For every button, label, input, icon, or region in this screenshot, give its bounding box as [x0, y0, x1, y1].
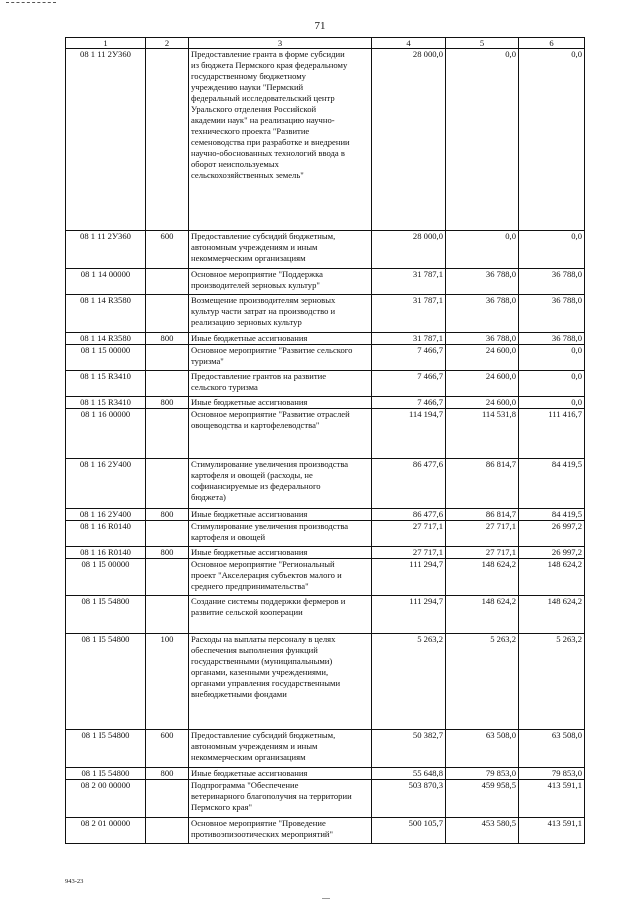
- cell-description: Иные бюджетные ассигнования: [189, 333, 372, 345]
- cell-amount-col5: 27 717,1: [446, 521, 519, 547]
- cell-amount-col5: 0,0: [446, 231, 519, 269]
- cell-amount-col5: 24 600,0: [446, 397, 519, 409]
- cell-amount-col5: 453 580,5: [446, 818, 519, 844]
- cell-code: 08 2 00 00000: [66, 780, 146, 818]
- cell-code: 08 1 14 R3580: [66, 295, 146, 333]
- cell-amount-col6: 0,0: [519, 371, 585, 397]
- table-row: [66, 231, 585, 269]
- cell-amount-col5: 36 788,0: [446, 269, 519, 295]
- cell-amount-col5: 148 624,2: [446, 559, 519, 596]
- cell-code: 08 1 16 R0140: [66, 547, 146, 559]
- table-body: [66, 49, 585, 844]
- cell-expense-type: 800: [146, 509, 189, 521]
- cell-code: 08 1 16 2У400: [66, 459, 146, 509]
- cell-expense-type: [146, 459, 189, 509]
- cell-expense-type: 800: [146, 333, 189, 345]
- cell-amount-col5: 24 600,0: [446, 345, 519, 371]
- cell-amount-col5: 86 814,7: [446, 509, 519, 521]
- cell-description: Расходы на выплаты персоналу в целях обеспечения выполнения функций государственными (муниципальными) органами, казенными учреждениями, органами управления государственными внебюджетными фондами: [189, 634, 372, 730]
- cell-expense-type: [146, 295, 189, 333]
- cell-expense-type: [146, 818, 189, 844]
- top-edge-rule: [6, 2, 56, 3]
- cell-code: 08 1 I5 54800: [66, 730, 146, 768]
- budget-table: [65, 37, 585, 844]
- cell-amount-col6: 413 591,1: [519, 818, 585, 844]
- cell-amount-col4: 7 466,7: [372, 345, 446, 371]
- cell-code: 08 1 15 R3410: [66, 371, 146, 397]
- cell-expense-type: 800: [146, 547, 189, 559]
- cell-expense-type: 800: [146, 768, 189, 780]
- cell-amount-col4: 31 787,1: [372, 295, 446, 333]
- cell-description: Иные бюджетные ассигнования: [189, 397, 372, 409]
- cell-code: 08 1 11 2У360: [66, 231, 146, 269]
- cell-amount-col6: 413 591,1: [519, 780, 585, 818]
- cell-amount-col4: 55 648,8: [372, 768, 446, 780]
- table-row: [66, 768, 585, 780]
- cell-amount-col5: 63 508,0: [446, 730, 519, 768]
- cell-code: 08 1 I5 00000: [66, 559, 146, 596]
- cell-amount-col6: 36 788,0: [519, 269, 585, 295]
- cell-description: Основное мероприятие "Развитие отраслей овощеводства и картофелеводства": [189, 409, 372, 459]
- cell-description: Основное мероприятие "Поддержка производителей зерновых культур": [189, 269, 372, 295]
- cell-amount-col5: 36 788,0: [446, 295, 519, 333]
- cell-amount-col6: 79 853,0: [519, 768, 585, 780]
- cell-amount-col4: 7 466,7: [372, 397, 446, 409]
- cell-code: 08 1 I5 54800: [66, 634, 146, 730]
- cell-description: Иные бюджетные ассигнования: [189, 768, 372, 780]
- cell-amount-col6: 26 997,2: [519, 521, 585, 547]
- cell-amount-col4: 86 477,6: [372, 459, 446, 509]
- cell-amount-col4: 7 466,7: [372, 371, 446, 397]
- cell-code: 08 1 14 00000: [66, 269, 146, 295]
- cell-amount-col4: 5 263,2: [372, 634, 446, 730]
- cell-amount-col5: 36 788,0: [446, 333, 519, 345]
- table-row: [66, 409, 585, 459]
- cell-amount-col6: 36 788,0: [519, 333, 585, 345]
- cell-amount-col6: 36 788,0: [519, 295, 585, 333]
- table-row: [66, 269, 585, 295]
- cell-expense-type: 600: [146, 231, 189, 269]
- cell-description: Возмещение производителям зерновых культур части затрат на производство и реализацию зерновых культур: [189, 295, 372, 333]
- cell-expense-type: 600: [146, 730, 189, 768]
- cell-description: Создание системы поддержки фермеров и развитие сельской кооперации: [189, 596, 372, 634]
- page-number: 71: [314, 20, 326, 32]
- cell-amount-col6: 5 263,2: [519, 634, 585, 730]
- cell-code: 08 1 11 2У360: [66, 49, 146, 231]
- cell-expense-type: [146, 49, 189, 231]
- table-row: [66, 596, 585, 634]
- cell-code: 08 1 16 2У400: [66, 509, 146, 521]
- cell-description: Основное мероприятие "Региональный проект "Акселерация субъектов малого и среднего предпринимательства": [189, 559, 372, 596]
- cell-amount-col6: 26 997,2: [519, 547, 585, 559]
- cell-expense-type: [146, 596, 189, 634]
- cell-code: 08 1 16 R0140: [66, 521, 146, 547]
- cell-description: Стимулирование увеличения производства картофеля и овощей (расходы, не софинансируемые из федерального бюджета): [189, 459, 372, 509]
- cell-amount-col5: 459 958,5: [446, 780, 519, 818]
- cell-expense-type: [146, 345, 189, 371]
- cell-amount-col5: 86 814,7: [446, 459, 519, 509]
- table-row: [66, 345, 585, 371]
- cell-expense-type: [146, 409, 189, 459]
- cell-amount-col5: 27 717,1: [446, 547, 519, 559]
- cell-description: Основное мероприятие "Развитие сельского туризма": [189, 345, 372, 371]
- cell-amount-col5: 114 531,8: [446, 409, 519, 459]
- cell-description: Предоставление субсидий бюджетным, автономным учреждениям и иным некоммерческим организациям: [189, 730, 372, 768]
- cell-expense-type: [146, 780, 189, 818]
- table-row: [66, 730, 585, 768]
- cell-amount-col6: 0,0: [519, 231, 585, 269]
- cell-amount-col4: 31 787,1: [372, 269, 446, 295]
- cell-expense-type: 100: [146, 634, 189, 730]
- cell-expense-type: [146, 269, 189, 295]
- cell-amount-col6: 0,0: [519, 397, 585, 409]
- col-header-4: 4: [372, 38, 446, 49]
- cell-description: Предоставление субсидий бюджетным, автономным учреждениям и иным некоммерческим организациям: [189, 231, 372, 269]
- cell-amount-col6: 84 419,5: [519, 509, 585, 521]
- cell-amount-col4: 86 477,6: [372, 509, 446, 521]
- table-row: [66, 634, 585, 730]
- cell-amount-col6: 111 416,7: [519, 409, 585, 459]
- table-row: [66, 333, 585, 345]
- col-header-1: 1: [66, 38, 146, 49]
- cell-amount-col6: 63 508,0: [519, 730, 585, 768]
- footer-code: 943-23: [65, 878, 84, 885]
- cell-amount-col4: 114 194,7: [372, 409, 446, 459]
- cell-amount-col4: 28 000,0: [372, 49, 446, 231]
- table-row: [66, 521, 585, 547]
- cell-code: 08 1 I5 54800: [66, 768, 146, 780]
- cell-amount-col4: 27 717,1: [372, 547, 446, 559]
- col-header-2: 2: [146, 38, 189, 49]
- table-row: [66, 780, 585, 818]
- cell-description: Стимулирование увеличения производства картофеля и овощей: [189, 521, 372, 547]
- cell-amount-col6: 0,0: [519, 49, 585, 231]
- cell-expense-type: [146, 521, 189, 547]
- table-row: [66, 818, 585, 844]
- cell-amount-col5: 24 600,0: [446, 371, 519, 397]
- cell-code: 08 1 15 00000: [66, 345, 146, 371]
- table-header-row: [66, 38, 585, 49]
- table-row: [66, 295, 585, 333]
- cell-amount-col5: 79 853,0: [446, 768, 519, 780]
- cell-description: Подпрограмма "Обеспечение ветеринарного благополучия на территории Пермского края": [189, 780, 372, 818]
- cell-expense-type: [146, 559, 189, 596]
- cell-description: Предоставление гранта в форме субсидии из бюджета Пермского края федеральному государственному бюджетному учреждению науки "Пермский федеральный исследовательский центр Уральского отделения Российской академии наук" на реализацию научно- технического проекта "Развитие семеноводства при разработке и внедрении научно-обоснованных технологий ввода в оборот неиспользуемых сельскохозяйственных земель": [189, 49, 372, 231]
- table-row: [66, 509, 585, 521]
- cell-amount-col5: 0,0: [446, 49, 519, 231]
- cell-amount-col4: 31 787,1: [372, 333, 446, 345]
- col-header-3: 3: [189, 38, 372, 49]
- bottom-mark: [322, 898, 330, 899]
- cell-description: Иные бюджетные ассигнования: [189, 547, 372, 559]
- table-row: [66, 547, 585, 559]
- cell-description: Предоставление грантов на развитие сельского туризма: [189, 371, 372, 397]
- cell-expense-type: [146, 371, 189, 397]
- col-header-6: 6: [519, 38, 585, 49]
- cell-code: 08 1 15 R3410: [66, 397, 146, 409]
- cell-amount-col4: 50 382,7: [372, 730, 446, 768]
- cell-amount-col5: 148 624,2: [446, 596, 519, 634]
- col-header-5: 5: [446, 38, 519, 49]
- cell-amount-col6: 0,0: [519, 345, 585, 371]
- table-row: [66, 49, 585, 231]
- cell-amount-col4: 503 870,3: [372, 780, 446, 818]
- cell-description: Иные бюджетные ассигнования: [189, 509, 372, 521]
- cell-code: 08 2 01 00000: [66, 818, 146, 844]
- cell-amount-col5: 5 263,2: [446, 634, 519, 730]
- cell-amount-col4: 111 294,7: [372, 559, 446, 596]
- cell-amount-col4: 28 000,0: [372, 231, 446, 269]
- cell-code: 08 1 14 R3580: [66, 333, 146, 345]
- table-row: [66, 371, 585, 397]
- cell-expense-type: 800: [146, 397, 189, 409]
- table-row: [66, 397, 585, 409]
- table-row: [66, 459, 585, 509]
- cell-amount-col4: 111 294,7: [372, 596, 446, 634]
- cell-amount-col6: 148 624,2: [519, 559, 585, 596]
- cell-description: Основное мероприятие "Проведение противоэпизоотических мероприятий": [189, 818, 372, 844]
- cell-code: 08 1 16 00000: [66, 409, 146, 459]
- cell-amount-col4: 27 717,1: [372, 521, 446, 547]
- cell-amount-col6: 148 624,2: [519, 596, 585, 634]
- cell-code: 08 1 I5 54800: [66, 596, 146, 634]
- cell-amount-col4: 500 105,7: [372, 818, 446, 844]
- table-row: [66, 559, 585, 596]
- cell-amount-col6: 84 419,5: [519, 459, 585, 509]
